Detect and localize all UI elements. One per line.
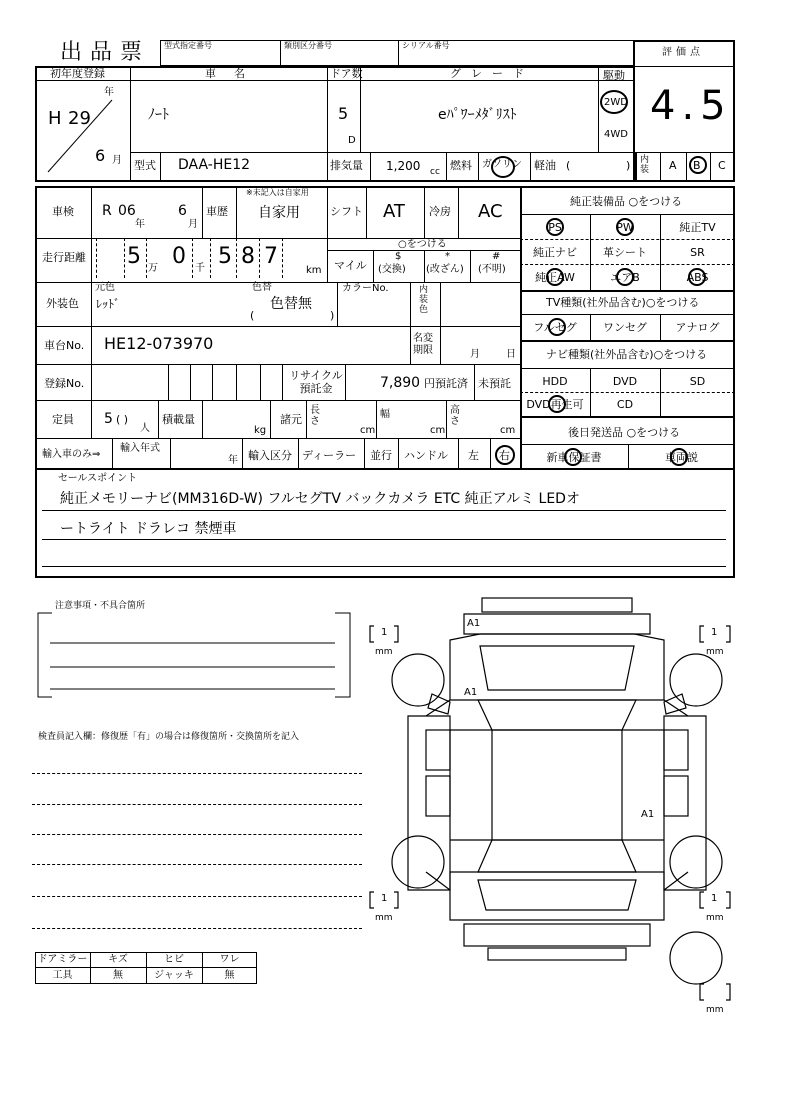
handle-right-circle: [495, 445, 515, 465]
tire-unit-fr: mm: [706, 647, 724, 657]
later-warranty-circle: [564, 448, 582, 466]
name-change-label: 名変期限: [413, 333, 433, 356]
interior-label: 内装: [640, 155, 650, 175]
sales-line-2: ートライト ドラレコ 禁煙車: [60, 521, 237, 537]
tv-analog: アナログ: [675, 321, 720, 334]
drive-4wd: 4WD: [604, 129, 628, 140]
mileage-label: 走行距離: [42, 251, 86, 264]
first-reg-month-unit: 月: [112, 155, 122, 166]
capacity-value: 5: [104, 411, 113, 427]
notes-label: 注意事項・不具合箇所: [55, 601, 146, 611]
import-model-year-label: 輸入年式: [120, 443, 160, 454]
handle-right: 右: [499, 449, 510, 462]
repaint-value: 色替無: [270, 296, 312, 312]
tools-row-label2: ジャッキ: [154, 970, 194, 981]
tampered-label: (改ざん): [426, 264, 464, 275]
equip-tv: 純正TV: [679, 221, 716, 234]
repaint-paren-open: (: [250, 309, 255, 322]
displacement-unit: cc: [430, 167, 440, 177]
equip-pw: PW: [616, 221, 634, 234]
inspector-label: 検査員記入欄：修復歴「有」の場合は修復箇所・交換箇所を記入: [38, 732, 300, 742]
tire-unit-spare: mm: [706, 1005, 724, 1015]
first-reg-slash: [40, 96, 120, 178]
tools-header-crack: ヒビ: [164, 954, 184, 965]
capacity-paren: ( ): [116, 413, 129, 426]
later-header: 後日発送品 ○をつける: [568, 426, 681, 439]
name-change-month: 月: [470, 349, 480, 360]
nav-sd: SD: [689, 375, 706, 388]
serial-label: シリアル番号: [402, 41, 450, 50]
first-reg-year-unit: 年: [104, 87, 114, 98]
inspection-era: R: [102, 203, 112, 219]
length-label: 長さ: [310, 405, 320, 427]
inspection-year: 06: [118, 203, 136, 219]
first-reg-month: 6: [95, 146, 106, 165]
equip-abs-circle: [688, 268, 706, 286]
equip-navi: 純正ナビ: [533, 246, 577, 259]
shift-label: シフト: [330, 205, 363, 218]
inspection-label: 車検: [52, 205, 74, 218]
recycle-label: リサイクル預託金: [289, 369, 343, 395]
tire-value-rl: 1: [381, 893, 388, 904]
interior-b-circle: [689, 156, 707, 174]
tv-fullseg-circle: [548, 318, 566, 336]
model-value: DAA-HE12: [178, 157, 251, 173]
equip-pw-circle: [616, 218, 634, 236]
inspection-year-unit: 年: [135, 219, 145, 230]
car-name-value: ﾉｰﾄ: [148, 107, 169, 123]
equipment-header: 純正装備品 ○をつける: [570, 195, 683, 208]
exterior-color-label: 外装色: [46, 297, 79, 310]
import-label: 輸入車のみ⇒: [42, 449, 101, 460]
mileage-km: km: [306, 265, 322, 276]
handle-label: ハンドル: [404, 449, 448, 462]
dims-label: 諸元: [280, 413, 302, 426]
capacity-unit: 人: [140, 423, 150, 434]
load-kg: kg: [254, 425, 267, 436]
damage-mark-1: A1: [467, 618, 481, 629]
tire-value-rr: 1: [711, 893, 718, 904]
fuel-other-close: ): [626, 159, 631, 172]
mileage-digit-4: 8: [241, 244, 255, 269]
equip-ps-circle: [546, 218, 564, 236]
not-deposited-label: 未預託: [478, 377, 511, 390]
displacement-label: 排気量: [330, 159, 363, 172]
fuel-gasoline-circle: [491, 156, 515, 178]
inspection-month-unit: 月: [188, 219, 198, 230]
tools-header-break: ワレ: [219, 954, 240, 965]
damage-mark-3: A1: [641, 809, 655, 820]
doors-value: 5: [338, 104, 349, 123]
ac-value: AC: [478, 201, 503, 222]
nav-dvd: DVD: [612, 375, 638, 388]
tampered-symbol: *: [445, 251, 450, 262]
fuel-other-open: (: [566, 159, 571, 172]
door-type: D: [348, 135, 356, 146]
equip-leather: 革シート: [603, 246, 647, 259]
import-parallel: 並行: [370, 449, 392, 462]
unknown-label: (不明): [478, 264, 506, 275]
car-name-label: 車名: [205, 67, 263, 80]
tv-header: TV種類(社外品含む)○をつける: [546, 296, 700, 309]
import-type-label: 輸入区分: [248, 449, 292, 462]
equip-aw-circle: [546, 268, 564, 286]
load-label: 積載量: [162, 413, 195, 426]
repaint-label: 色替: [252, 282, 272, 293]
form-title: 出品票: [60, 40, 151, 65]
notes-bracket: [30, 605, 360, 705]
equip-ps: PS: [548, 221, 562, 234]
sales-line-1: 純正メモリーナビ(MM316D-W) フルセグTV バックカメラ ETC 純正アルミ LEDオ: [60, 491, 580, 507]
drive-2wd-circle: [600, 90, 628, 114]
history-label: 車歴: [206, 205, 228, 218]
equip-abs: ABS: [686, 271, 709, 284]
height-cm: cm: [500, 425, 516, 436]
equip-airbag: エアB: [610, 271, 640, 284]
fuel-diesel: 軽油: [534, 159, 556, 172]
tools-header-scratch: キズ: [108, 954, 128, 965]
tv-oneseg: ワンセグ: [603, 321, 647, 334]
grade-label: グレード: [450, 67, 534, 80]
tire-value-fr: 1: [711, 627, 718, 638]
damage-mark-2: A1: [464, 687, 478, 698]
color-no-label: カラーNo.: [342, 283, 389, 294]
original-color-value: ﾚｯﾄﾞ: [96, 297, 121, 311]
first-reg-year: 29: [68, 108, 91, 129]
tire-unit-rl: mm: [375, 913, 393, 923]
mileage-sen: 千: [195, 263, 205, 274]
model-label: 型式: [134, 159, 156, 172]
sales-point-label: セールスポイント: [58, 473, 138, 484]
later-warranty: 新車保証書: [546, 451, 602, 464]
chassis-label: 車台No.: [44, 339, 85, 352]
tools-header-mirror: ドアミラー: [37, 954, 88, 965]
evaluation-label: 評価点: [662, 47, 704, 58]
model-designation-label: 型式指定番号: [164, 41, 212, 50]
mileage-digit-5: 7: [264, 244, 278, 269]
registration-label: 登録No.: [44, 377, 85, 390]
category-label: 類別区分番号: [284, 41, 332, 50]
original-color-label: 元色: [95, 282, 115, 293]
equip-sr: SR: [690, 246, 705, 259]
interior-a: A: [669, 159, 677, 172]
nav-hdd: HDD: [542, 375, 568, 388]
doors-label: ドア数: [330, 67, 363, 80]
exchange-symbol: $: [395, 251, 402, 262]
inspection-month: 6: [178, 203, 187, 219]
mileage-digit-2: 0: [172, 244, 186, 269]
header-codes-box: [160, 40, 634, 66]
mileage-mark-note: ○をつける: [398, 239, 447, 250]
history-value: 自家用: [258, 205, 300, 221]
nav-dvd-playback: DVD再生可: [526, 398, 584, 411]
evaluation-score: 4.5: [650, 83, 732, 129]
import-year-unit: 年: [228, 455, 238, 466]
nav-header: ナビ種類(社外品含む)○をつける: [546, 348, 708, 361]
later-manual-circle: [670, 448, 688, 466]
mileage-digit-3: 5: [218, 244, 232, 269]
nav-dvd-playback-circle: [548, 395, 566, 413]
grade-value: eﾊﾟﾜｰﾒﾀﾞﾘｽﾄ: [438, 107, 517, 123]
tools-row-value2: 無: [224, 970, 235, 981]
name-change-day: 日: [506, 349, 516, 360]
interior-color-label: 内装色: [419, 285, 429, 315]
unknown-symbol: #: [492, 251, 501, 262]
equip-airbag-circle: [616, 268, 634, 286]
interior-b: B: [693, 159, 701, 172]
exchange-label: (交換): [378, 264, 406, 275]
chassis-value: HE12-073970: [104, 334, 214, 353]
recycle-amount: 7,890: [380, 375, 421, 391]
interior-c: C: [718, 159, 726, 172]
later-manual: 車両説: [665, 451, 698, 464]
tire-value-fl: 1: [381, 627, 388, 638]
fuel-label: 燃料: [450, 159, 472, 172]
height-label: 高さ: [450, 405, 460, 427]
tools-row-label: 工具: [52, 970, 73, 981]
capacity-label: 定員: [52, 413, 74, 426]
handle-left: 左: [468, 449, 479, 462]
nav-cd: CD: [616, 398, 634, 411]
fuel-gasoline: ガソリン: [482, 159, 522, 170]
drive-2wd: 2WD: [604, 97, 628, 108]
tv-fullseg: フルセグ: [533, 321, 577, 334]
first-reg-era: H: [48, 108, 62, 129]
first-reg-label: 初年度登録: [50, 67, 105, 80]
history-note: ※未記入は自家用: [246, 188, 309, 197]
width-cm: cm: [430, 425, 446, 436]
drive-label: 駆動: [603, 69, 625, 82]
length-cm: cm: [360, 425, 376, 436]
equip-aw: 純正AW: [535, 271, 575, 284]
width-label: 幅: [380, 409, 390, 420]
tire-unit-rr: mm: [706, 913, 724, 923]
tools-row-value1: 無: [113, 970, 123, 981]
displacement-value: 1,200: [386, 159, 421, 173]
mileage-digit-1: 5: [127, 244, 141, 269]
repaint-paren-close: ): [330, 309, 335, 322]
tire-unit-fl: mm: [375, 647, 393, 657]
mileage-mile: マイル: [334, 259, 367, 272]
ac-label: 冷房: [429, 205, 451, 218]
mileage-man: 万: [148, 263, 158, 274]
shift-value: AT: [383, 201, 405, 222]
recycle-status: 円預託済: [424, 377, 468, 390]
import-dealer: ディーラー: [302, 449, 357, 462]
